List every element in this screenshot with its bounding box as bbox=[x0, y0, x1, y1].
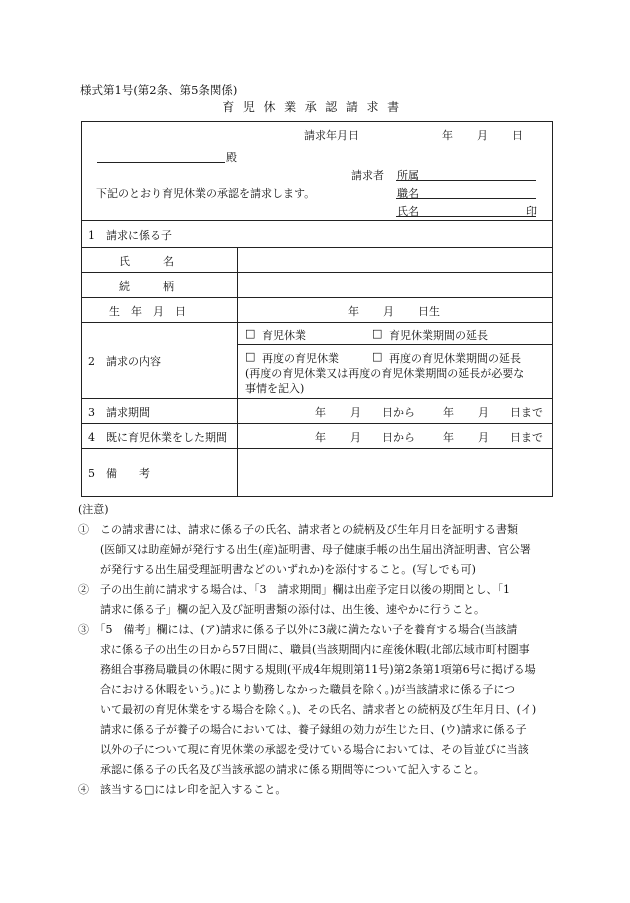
option-childcare-leave: 育児休業 bbox=[262, 329, 306, 342]
section1-heading: 1 請求に係る子 bbox=[88, 229, 172, 242]
child-relationship-label: 続 柄 bbox=[119, 280, 174, 293]
reason-note-line1: (再度の育児休業又は再度の育児休業期間の延長が必要な bbox=[245, 367, 525, 380]
period-from: 日から bbox=[382, 406, 415, 419]
birthdate-day: 日生 bbox=[418, 305, 440, 318]
checkbox-repeat-extension[interactable]: □ bbox=[372, 350, 383, 363]
period-end-month: 月 bbox=[478, 406, 489, 419]
row-divider bbox=[82, 272, 552, 273]
note-line: 請求に係る子が養子の場合においては、養子縁組の効力が生じた日、(ウ)請求に係る子 bbox=[78, 723, 527, 736]
row-divider bbox=[82, 247, 552, 248]
note-line: ③ 「5 備考」欄には、(ア)請求に係る子以外に3歳に満たない子を養育する場合(当該請 bbox=[78, 623, 518, 636]
prior-start-year: 年 bbox=[315, 431, 326, 444]
option-leave-extension: 育児休業期間の延長 bbox=[389, 329, 488, 342]
period-end-year: 年 bbox=[443, 406, 454, 419]
period-to: 日まで bbox=[510, 406, 543, 419]
request-date-label: 請求年月日 bbox=[304, 129, 359, 142]
child-name-label: 氏 名 bbox=[119, 255, 174, 268]
option-repeat-extension: 再度の育児休業期間の延長 bbox=[389, 352, 521, 365]
position-underline bbox=[396, 198, 536, 199]
request-date-day: 日 bbox=[512, 129, 523, 142]
checkbox-repeat-leave[interactable]: □ bbox=[245, 350, 256, 363]
row-divider bbox=[82, 398, 552, 399]
note-line: ② 子の出生前に請求する場合は、「3 請求期間」欄は出産予定日以後の期間とし、「1 bbox=[78, 583, 510, 596]
prior-end-month: 月 bbox=[478, 431, 489, 444]
request-statement: 下記のとおり育児休業の承認を請求します。 bbox=[96, 187, 316, 200]
request-date-year: 年 bbox=[442, 129, 453, 142]
prior-from: 日から bbox=[382, 431, 415, 444]
form-title: 育児休業承認請求書 bbox=[222, 100, 408, 114]
reason-note-line2: 事情を記入) bbox=[245, 382, 305, 395]
option-repeat-leave: 再度の育児休業 bbox=[262, 352, 339, 365]
affiliation-underline bbox=[396, 180, 536, 181]
note-line: ④ 該当する□にはレ印を記入すること。 bbox=[78, 783, 287, 796]
section3-heading: 3 請求期間 bbox=[88, 406, 150, 419]
section4-heading: 4 既に育児休業をした期間 bbox=[88, 431, 227, 444]
birthdate-year: 年 bbox=[348, 305, 359, 318]
checkbox-childcare-leave[interactable]: □ bbox=[245, 327, 256, 340]
note-line: 合における休暇をいう。)により勤務しなかった職員を除く。)が当該請求に係る子につ bbox=[78, 683, 516, 696]
note-line: (医師又は助産婦が発行する出生(産)証明書、母子健康手帳の出生届出済証明書、官公署 bbox=[78, 543, 531, 556]
prior-start-month: 月 bbox=[350, 431, 361, 444]
row-divider bbox=[82, 423, 552, 424]
period-start-month: 月 bbox=[350, 406, 361, 419]
note-line: 請求に係る子」欄の記入及び証明書類の添付は、出生後、速やかに行うこと。 bbox=[78, 603, 485, 616]
request-date-month: 月 bbox=[477, 129, 488, 142]
addressee-honorific: 殿 bbox=[226, 151, 237, 164]
prior-end-year: 年 bbox=[443, 431, 454, 444]
note-line: 承認に係る子の氏名及び当該承認の請求に係る期間等について記入すること。 bbox=[78, 763, 485, 776]
requester-label: 請求者 bbox=[351, 169, 384, 182]
note-line: いて最初の育児休業をする場合を除く。)、その氏名、請求者との続柄及び生年月日、(イ) bbox=[78, 703, 537, 716]
row-divider bbox=[82, 448, 552, 449]
notes-heading: (注意) bbox=[78, 503, 109, 516]
note-line: 求に係る子の出生の日から57日間に、職員(当該期間内に産後休暇(北部広域市町村圏事 bbox=[78, 643, 530, 656]
row-divider bbox=[82, 322, 552, 323]
prior-to: 日まで bbox=[510, 431, 543, 444]
checkbox-leave-extension[interactable]: □ bbox=[372, 327, 383, 340]
row-divider bbox=[82, 220, 552, 221]
name-underline bbox=[396, 216, 536, 217]
seal-mark: 印 bbox=[526, 205, 537, 218]
name-label: 氏名 bbox=[397, 205, 419, 218]
row-divider bbox=[237, 344, 552, 345]
birthdate-month: 月 bbox=[383, 305, 394, 318]
section5-heading: 5 備 考 bbox=[88, 467, 150, 480]
note-line: 以外の子について現に育児休業の承認を受けている場合においては、その旨並びに当該 bbox=[78, 743, 529, 756]
note-line: 務組合事務局職員の休暇に関する規則(平成4年規則第11号)第2条第1項第6号に掲げる場 bbox=[78, 663, 536, 676]
application-form-table bbox=[81, 121, 553, 497]
note-line: ① この請求書には、請求に係る子の氏名、請求者との続柄及び生年月日を証明する書類 bbox=[78, 523, 518, 536]
child-birthdate-label: 生 年 月 日 bbox=[109, 305, 186, 318]
position-label: 職名 bbox=[397, 187, 419, 200]
period-start-year: 年 bbox=[315, 406, 326, 419]
affiliation-label: 所属 bbox=[397, 169, 419, 182]
section2-heading: 2 請求の内容 bbox=[88, 355, 161, 368]
note-line: が発行する出生届受理証明書などのいずれか)を添付すること。(写しでも可) bbox=[78, 563, 476, 576]
row-divider bbox=[82, 297, 552, 298]
column-divider bbox=[237, 247, 238, 496]
addressee-underline bbox=[97, 162, 225, 163]
form-number: 様式第1号(第2条、第5条関係) bbox=[80, 83, 238, 97]
